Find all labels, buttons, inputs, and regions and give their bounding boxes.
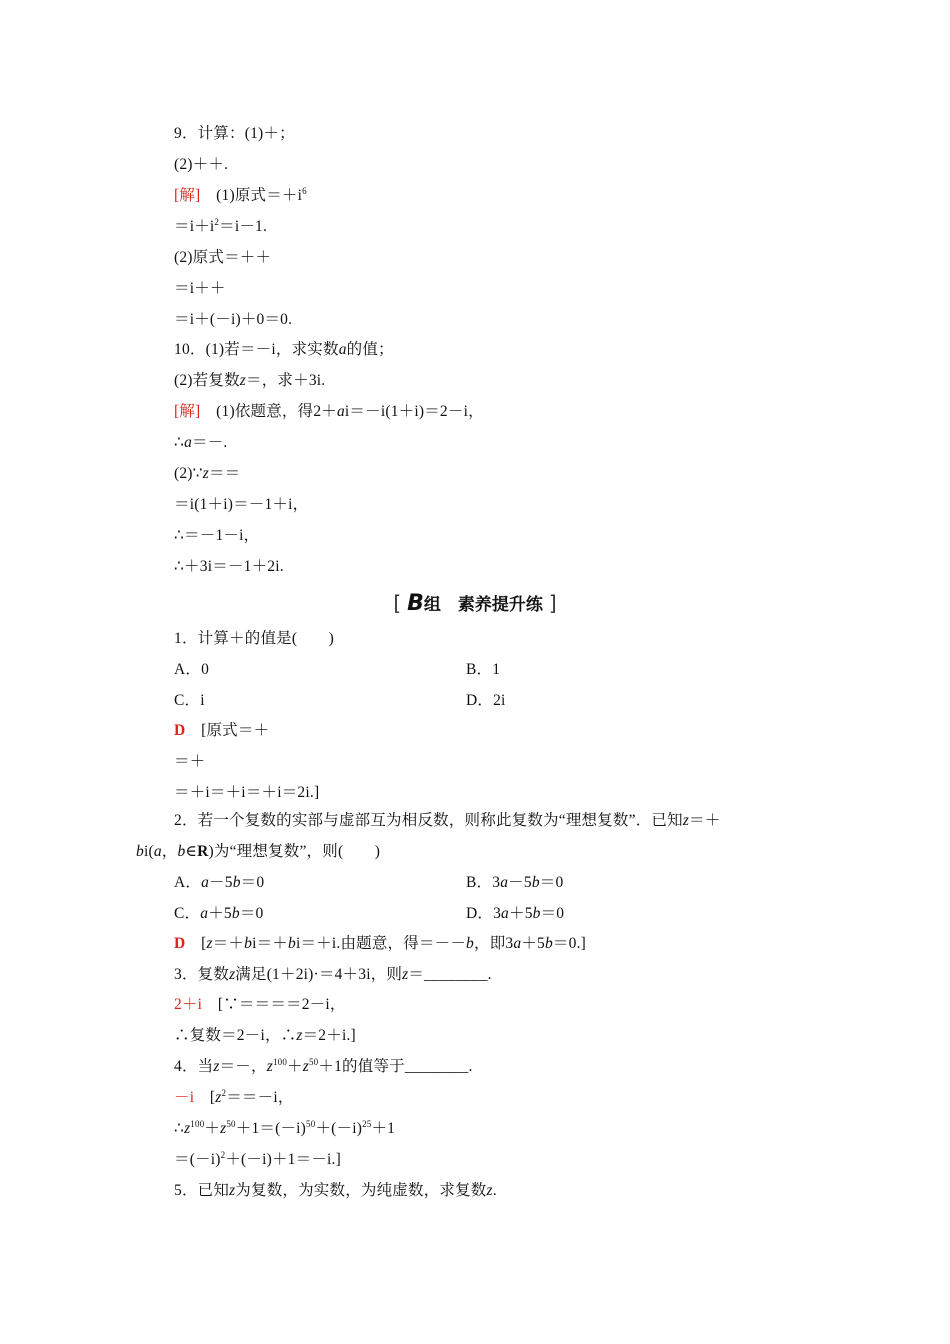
text: ∴＋3i＝－1＋2i.	[174, 558, 284, 575]
text: ＝i(1＋i)＝－1＋i，	[174, 496, 309, 513]
text: ＝i－1.	[219, 218, 268, 235]
text: ＝0	[539, 874, 564, 891]
var: z	[229, 966, 236, 983]
text: ＋5	[521, 935, 545, 952]
b4-stem	[174, 1057, 473, 1077]
q10-solution-6	[174, 557, 284, 577]
answer: 2＋i	[174, 996, 203, 1013]
text: ＋5	[509, 905, 533, 922]
solution-tag: [解]	[174, 187, 201, 204]
var: b	[288, 935, 296, 952]
q10-solution-1	[174, 402, 484, 422]
text: ＝(－i)	[174, 1151, 221, 1168]
text: 的值；	[346, 341, 394, 358]
text: ＝＋	[689, 812, 721, 829]
text: C．	[174, 905, 201, 922]
text: ＝i＋＋	[174, 280, 226, 297]
var: b	[177, 843, 186, 860]
text: 5．已知	[174, 1182, 230, 1199]
superscript: 25	[362, 1119, 372, 1129]
text: ＝＝－i，	[226, 1089, 294, 1106]
superscript: 2	[220, 1150, 226, 1160]
var: a	[513, 935, 522, 952]
section-letter: B	[407, 591, 424, 616]
text: ＝0.]	[552, 935, 587, 952]
text: i＝－i(1＋i)＝2－i，	[344, 403, 484, 420]
q10-stem-2	[174, 371, 325, 391]
solution-tag: [解]	[174, 403, 201, 420]
text: －5	[508, 874, 532, 891]
text: ＝＋	[174, 753, 206, 770]
var: a	[501, 905, 509, 922]
text: (2)∵	[174, 465, 203, 482]
var: z	[296, 1027, 303, 1044]
q9-solution-1	[174, 186, 307, 206]
var: b	[136, 843, 144, 860]
q10-solution-4	[174, 495, 308, 515]
var: a	[338, 341, 347, 358]
answer: D	[174, 935, 186, 952]
q9-solution-5	[174, 310, 292, 330]
text: ＝－，	[219, 1058, 267, 1075]
text: ＝2＋i.]	[302, 1027, 356, 1044]
text: (2)若复数	[174, 372, 240, 389]
text: ，即3	[474, 935, 514, 952]
q9-stem-1	[174, 124, 295, 144]
var: b	[532, 905, 541, 922]
superscript: 50	[226, 1119, 236, 1129]
var: a	[201, 874, 210, 891]
b3-explain-2	[174, 1026, 356, 1046]
option-c	[174, 905, 263, 922]
var: z	[266, 1058, 273, 1075]
text: 为复数，为实数，为纯虚数，求复数	[235, 1182, 487, 1199]
superscript: 6	[302, 186, 307, 196]
q9-solution-3	[174, 248, 271, 268]
text: －5	[209, 874, 233, 891]
text: [原式＝＋	[201, 722, 270, 739]
text: ＝＋i＝＋i＝＋i＝2i.]	[174, 784, 320, 801]
q9-stem-2	[174, 155, 228, 175]
var: z	[206, 935, 213, 952]
b3-explain-1	[174, 995, 346, 1015]
text: ＋	[204, 1120, 221, 1137]
superscript: 100	[190, 1119, 205, 1129]
option-b	[466, 873, 563, 893]
text: )为“理想复数”，则( )	[208, 843, 381, 860]
b3-stem	[174, 965, 492, 985]
text: ＝＝	[208, 465, 241, 482]
text: ＋1的值等于________.	[318, 1058, 473, 1075]
b2-options-cd	[174, 904, 734, 924]
text: ＝0	[540, 905, 565, 922]
bracket-right: ]	[548, 591, 557, 615]
var: z	[229, 1182, 236, 1199]
var: b	[544, 935, 553, 952]
q10-solution-3	[174, 464, 240, 484]
text: ＋(－i)	[315, 1120, 363, 1137]
b1-explain-3	[174, 783, 319, 803]
option-a: A．0	[174, 661, 210, 678]
var: z	[402, 966, 409, 983]
text: ＝________.	[408, 966, 492, 983]
text: ＝－.	[192, 434, 228, 451]
var: z	[302, 1058, 309, 1075]
var: a	[200, 905, 209, 922]
superscript: 50	[308, 1057, 319, 1067]
text: [	[201, 935, 207, 952]
b2-stem-1	[174, 811, 720, 831]
var: z	[202, 465, 209, 482]
text: [	[209, 1089, 216, 1106]
var: a	[153, 843, 162, 860]
q10-solution-5	[174, 526, 259, 546]
q9-solution-4	[174, 279, 226, 299]
text: ＝i＋(－i)＋0＝0.	[174, 311, 293, 328]
b2-stem-2	[136, 842, 380, 862]
bracket-left: [	[393, 591, 402, 615]
b4-explain-1	[174, 1088, 294, 1108]
b4-explain-2	[174, 1119, 395, 1139]
superscript: 100	[272, 1057, 288, 1067]
text: (2)＋＋.	[174, 156, 229, 173]
answer: －i	[174, 1089, 195, 1106]
text: ∴	[174, 1120, 185, 1137]
var: b	[232, 874, 241, 891]
option-c: C．i	[174, 692, 205, 709]
q10-stem-1	[174, 340, 394, 360]
text: ＝0	[240, 874, 265, 891]
text: ＝0	[239, 905, 264, 922]
text: ∴复数＝2－i，∴	[174, 1027, 297, 1044]
var: b	[231, 905, 240, 922]
text: (2)原式＝＋＋	[174, 249, 272, 266]
real-set: R	[197, 843, 209, 860]
q9-solution-2	[174, 217, 267, 237]
section-header	[0, 591, 950, 617]
superscript: 2	[221, 1088, 227, 1098]
option-b: B．1	[466, 661, 501, 678]
b1-options-cd	[174, 691, 734, 711]
text: ∈	[185, 843, 198, 860]
text: ＋5	[208, 905, 232, 922]
b2-explain	[174, 934, 586, 954]
text: 满足(1＋2i)·＝4＋3i，则	[235, 966, 403, 983]
text: ∴＝－1－i，	[174, 527, 260, 544]
var: z	[239, 372, 247, 389]
var: b	[531, 874, 540, 891]
var: z	[215, 1089, 222, 1106]
text: 9．计算：(1)＋；	[174, 125, 295, 142]
b1-stem	[174, 629, 334, 649]
var: a	[500, 874, 509, 891]
answer: D	[174, 722, 186, 739]
var: z	[220, 1120, 227, 1137]
text: (1)依题意，得2＋	[216, 403, 337, 420]
text: .	[492, 1182, 497, 1199]
text: ，	[161, 843, 178, 860]
var: b	[244, 935, 253, 952]
text: i＝＋i.由题意，得＝－－	[295, 935, 467, 952]
text: ＋1＝(－i)	[235, 1120, 307, 1137]
var: z	[184, 1120, 191, 1137]
var: a	[184, 434, 193, 451]
text: ＝i＋i	[174, 218, 215, 235]
var: z	[213, 1058, 220, 1075]
b2-options-ab	[174, 873, 734, 893]
text: 1．计算＋的值是( )	[174, 630, 334, 647]
b5-stem	[174, 1181, 497, 1201]
text: D．3	[466, 905, 502, 922]
q10-solution-2	[174, 433, 228, 453]
var: b	[466, 935, 474, 952]
superscript: 2	[214, 217, 220, 227]
option-d	[466, 904, 564, 924]
text: 2．若一个复数的实部与虚部互为相反数，则称此复数为“理想复数”．已知	[174, 812, 683, 829]
text: B．3	[466, 874, 501, 891]
superscript: 50	[306, 1119, 316, 1129]
option-d: D．2i	[466, 692, 506, 709]
text: 3．复数	[174, 966, 230, 983]
var: z	[682, 812, 690, 829]
b1-explain-1	[174, 721, 269, 741]
option-a	[174, 874, 264, 891]
text: i(	[143, 843, 154, 860]
text: ＋1	[371, 1120, 396, 1137]
text: 10．(1)若＝－i，求实数	[174, 341, 339, 358]
text: 4．当	[174, 1058, 214, 1075]
text: i＝＋	[252, 935, 288, 952]
text: [∵＝＝＝＝2－i，	[217, 996, 346, 1013]
text: ＝，求＋3i.	[246, 372, 326, 389]
text: ＝＋	[212, 935, 245, 952]
text: ＋(－i)＋1＝－i.]	[225, 1151, 341, 1168]
text: A．	[174, 874, 202, 891]
b4-explain-3	[174, 1150, 341, 1170]
section-title: 组 素养提升练	[423, 595, 543, 615]
b1-options-ab	[174, 660, 734, 680]
text: ∴	[174, 434, 185, 451]
text: ＋	[287, 1058, 303, 1075]
var: z	[486, 1182, 493, 1199]
var: a	[336, 403, 345, 420]
b1-explain-2	[174, 752, 205, 772]
text: (1)原式＝＋i	[216, 187, 303, 204]
